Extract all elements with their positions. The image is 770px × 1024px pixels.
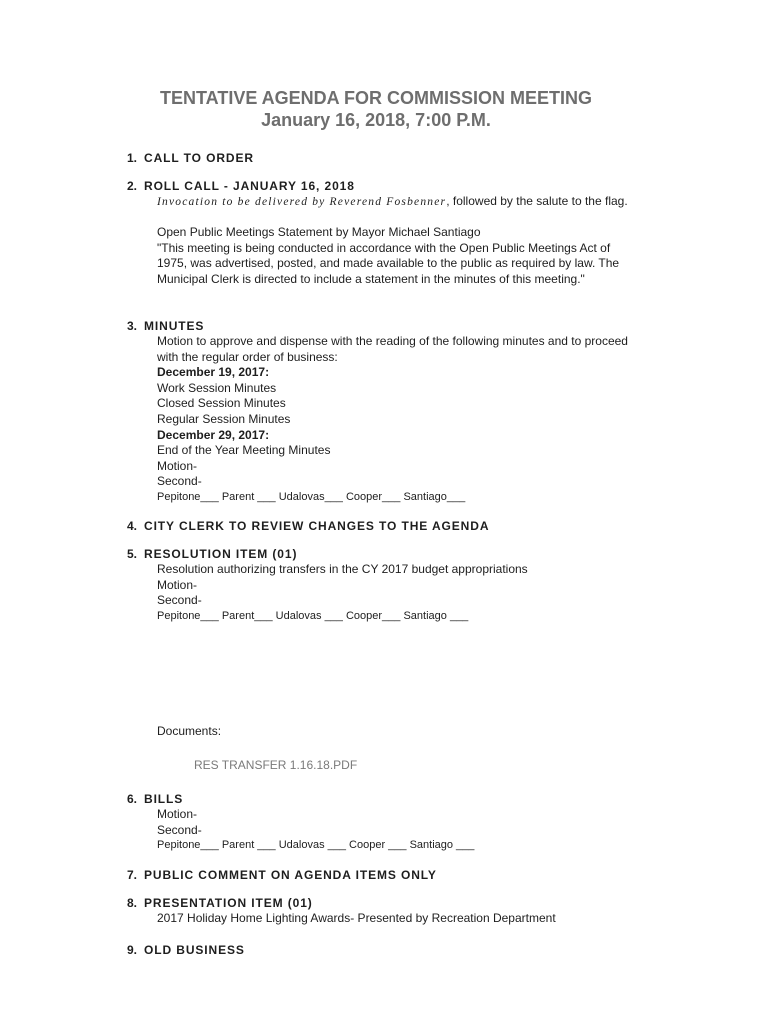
item-number: 2. (127, 179, 138, 193)
item-label: CITY CLERK TO REVIEW CHANGES TO THE AGENDA (144, 519, 490, 533)
item-number: 8. (127, 896, 138, 910)
presentation-description: 2017 Holiday Home Lighting Awards- Presented by Recreation Department (157, 911, 556, 925)
item-number: 7. (127, 868, 138, 882)
minutes-date: December 29, 2017: (157, 427, 270, 442)
item-label: RESOLUTION ITEM (01) (144, 547, 298, 561)
minutes-body (157, 334, 628, 506)
bills-body (157, 807, 474, 854)
item-number: 1. (127, 151, 138, 165)
resolution-body (157, 562, 528, 624)
agenda-title: TENTATIVE AGENDA FOR COMMISSION MEETING (160, 88, 592, 108)
agenda-item-old-business (127, 943, 245, 957)
opma-line: Municipal Clerk is directed to include a statement in the minutes of this meeting." (157, 271, 585, 286)
minutes-entry: End of the Year Meeting Minutes (157, 443, 331, 458)
item-number: 5. (127, 547, 138, 561)
minutes-entry: Regular Session Minutes (157, 411, 291, 426)
invocation-text: Invocation to be delivered by Reverend Fosbenner (157, 196, 447, 208)
vote-line: Pepitone___ Parent ___ Udalovas___ Cooper___ Santiago___ (157, 490, 466, 503)
agenda-item-bills (127, 792, 183, 806)
minutes-entry: Work Session Minutes (157, 380, 277, 395)
item-label: BILLS (144, 792, 184, 806)
document-link[interactable]: RES TRANSFER 1.16.18.PDF (194, 758, 358, 772)
agenda-item-presentation (127, 896, 313, 910)
agenda-item-clerk-review (127, 519, 489, 533)
item-label: CALL TO ORDER (144, 151, 254, 165)
item-number: 9. (127, 943, 138, 957)
opma-line: 1975, was advertised, posted, and made available to the public as required by law. The (157, 256, 620, 271)
agenda-item-resolution (127, 547, 297, 561)
item-label: PRESENTATION ITEM (01) (144, 896, 313, 910)
item-number: 6. (127, 792, 138, 806)
item-label: PUBLIC COMMENT ON AGENDA ITEMS ONLY (144, 868, 437, 882)
motion-line: Motion- (157, 458, 198, 473)
item-label: ROLL CALL - JANUARY 16, 2018 (144, 179, 355, 193)
item-number: 3. (127, 319, 138, 333)
minutes-motion-text: Motion to approve and dispense with the reading of the following minutes and to proceed (157, 334, 628, 348)
item-label: MINUTES (144, 319, 205, 333)
item-number: 4. (127, 519, 138, 533)
second-line: Second- (157, 822, 202, 837)
motion-line: Motion- (157, 577, 198, 592)
minutes-entry: Closed Session Minutes (157, 396, 286, 411)
agenda-item-roll-call (127, 179, 355, 193)
agenda-item-public-comment (127, 868, 437, 882)
minutes-date: December 19, 2017: (157, 365, 270, 380)
vote-line: Pepitone___ Parent ___ Udalovas ___ Cooper ___ Santiago ___ (157, 839, 475, 852)
salute-text: , followed by the salute to the flag. (446, 194, 628, 208)
invocation-line (157, 194, 628, 211)
resolution-description: Resolution authorizing transfers in the CY 2017 budget appropriations (157, 562, 528, 576)
opma-line: "This meeting is being conducted in accordance with the Open Public Meetings Act of (157, 240, 611, 255)
motion-line: Motion- (157, 807, 198, 821)
item-label: OLD BUSINESS (144, 943, 245, 957)
minutes-motion-text: with the regular order of business: (157, 349, 338, 364)
vote-line: Pepitone___ Parent___ Udalovas ___ Cooper___ Santiago ___ (157, 609, 469, 622)
documents-label: Documents: (157, 724, 222, 738)
second-line: Second- (157, 474, 202, 489)
agenda-item-minutes (127, 319, 204, 333)
opma-statement (157, 225, 619, 287)
opma-heading: Open Public Meetings Statement by Mayor Michael Santiago (157, 225, 481, 239)
agenda-item-call-to-order (127, 151, 254, 165)
second-line: Second- (157, 593, 202, 608)
meeting-date: January 16, 2018, 7:00 P.M. (261, 110, 491, 130)
